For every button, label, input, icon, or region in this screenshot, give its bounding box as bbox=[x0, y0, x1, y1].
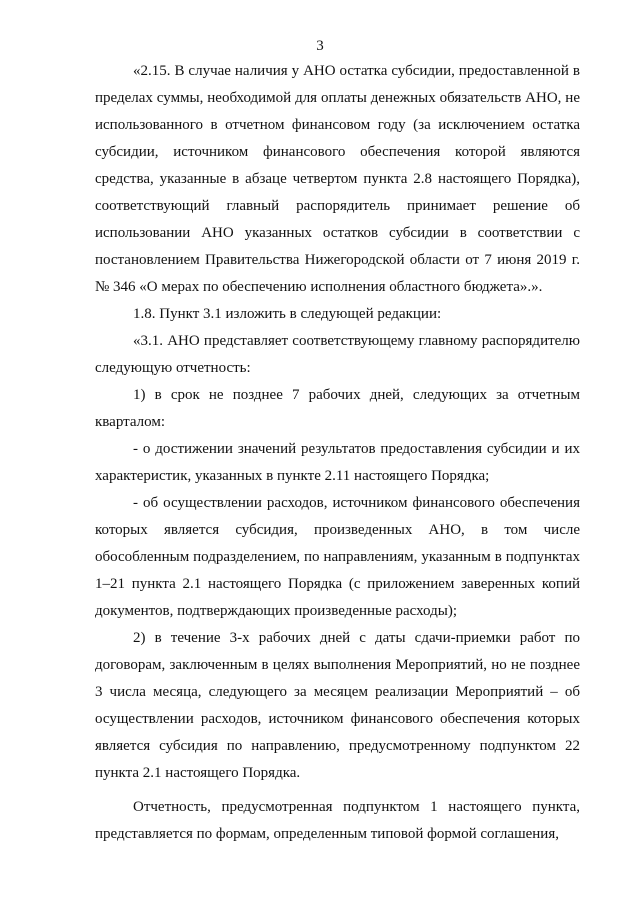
paragraph-bullet-results: - о достижении значений результатов предоставления субсидии и их характеристик, указанных в пункте 2.11 настоящего Порядка; bbox=[95, 441, 580, 484]
paragraph-subitem-1: 1) в срок не позднее 7 рабочих дней, следующих за отчетным кварталом: bbox=[95, 387, 580, 430]
paragraph-subitem-2: 2) в течение 3-х рабочих дней с даты сдачи-приемки работ по договорам, заключенным в целях выполнения Мероприятий, но не позднее 3 числа месяца, следующего за месяцем реализации Мероприятий – об осуществлении расходов, источником финансового обеспечения которых является субсидия по направлению, предусмотренному подпунктом 22 пункта 2.1 настоящего Порядка. bbox=[95, 630, 580, 781]
page-number: 3 bbox=[316, 38, 324, 54]
paragraph-3-1: «3.1. АНО представляет соответствующему главному распорядителю следующую отчетность: bbox=[95, 333, 580, 376]
paragraph-bullet-expenses: - об осуществлении расходов, источником финансового обеспечения которых является субсидия, произведенных АНО, в том числе обособленным подразделением, по направлениям, указанным в подпунктах 1–21 пункта 2.1 настоящего Порядка (с приложением заверенных копий документов, подтверждающих произведенные расходы); bbox=[95, 495, 580, 619]
paragraph-1-8: 1.8. Пункт 3.1 изложить в следующей редакции: bbox=[133, 306, 442, 322]
paragraph-reporting-forms: Отчетность, предусмотренная подпунктом 1 настоящего пункта, представляется по формам, определенным типовой формой соглашения, bbox=[95, 799, 580, 842]
document-body bbox=[95, 58, 580, 848]
paragraph-2-15: «2.15. В случае наличия у АНО остатка субсидии, предоставленной в пределах суммы, необходимой для оплаты денежных обязательств АНО, не использованного в отчетном финансовом году (за исключением остатка субсидии, источником финансового обеспечения которой являются средства, указанные в абзаце четвертом пункта 2.8 настоящего Порядка), соответствующий главный распорядитель принимает решение об использовании АНО указанных остатков субсидии в соответствии с постановлением Правительства Нижегородской области от 7 июня 2019 г. № 346 «О мерах по обеспечению исполнения областного бюджета».». bbox=[95, 63, 580, 295]
